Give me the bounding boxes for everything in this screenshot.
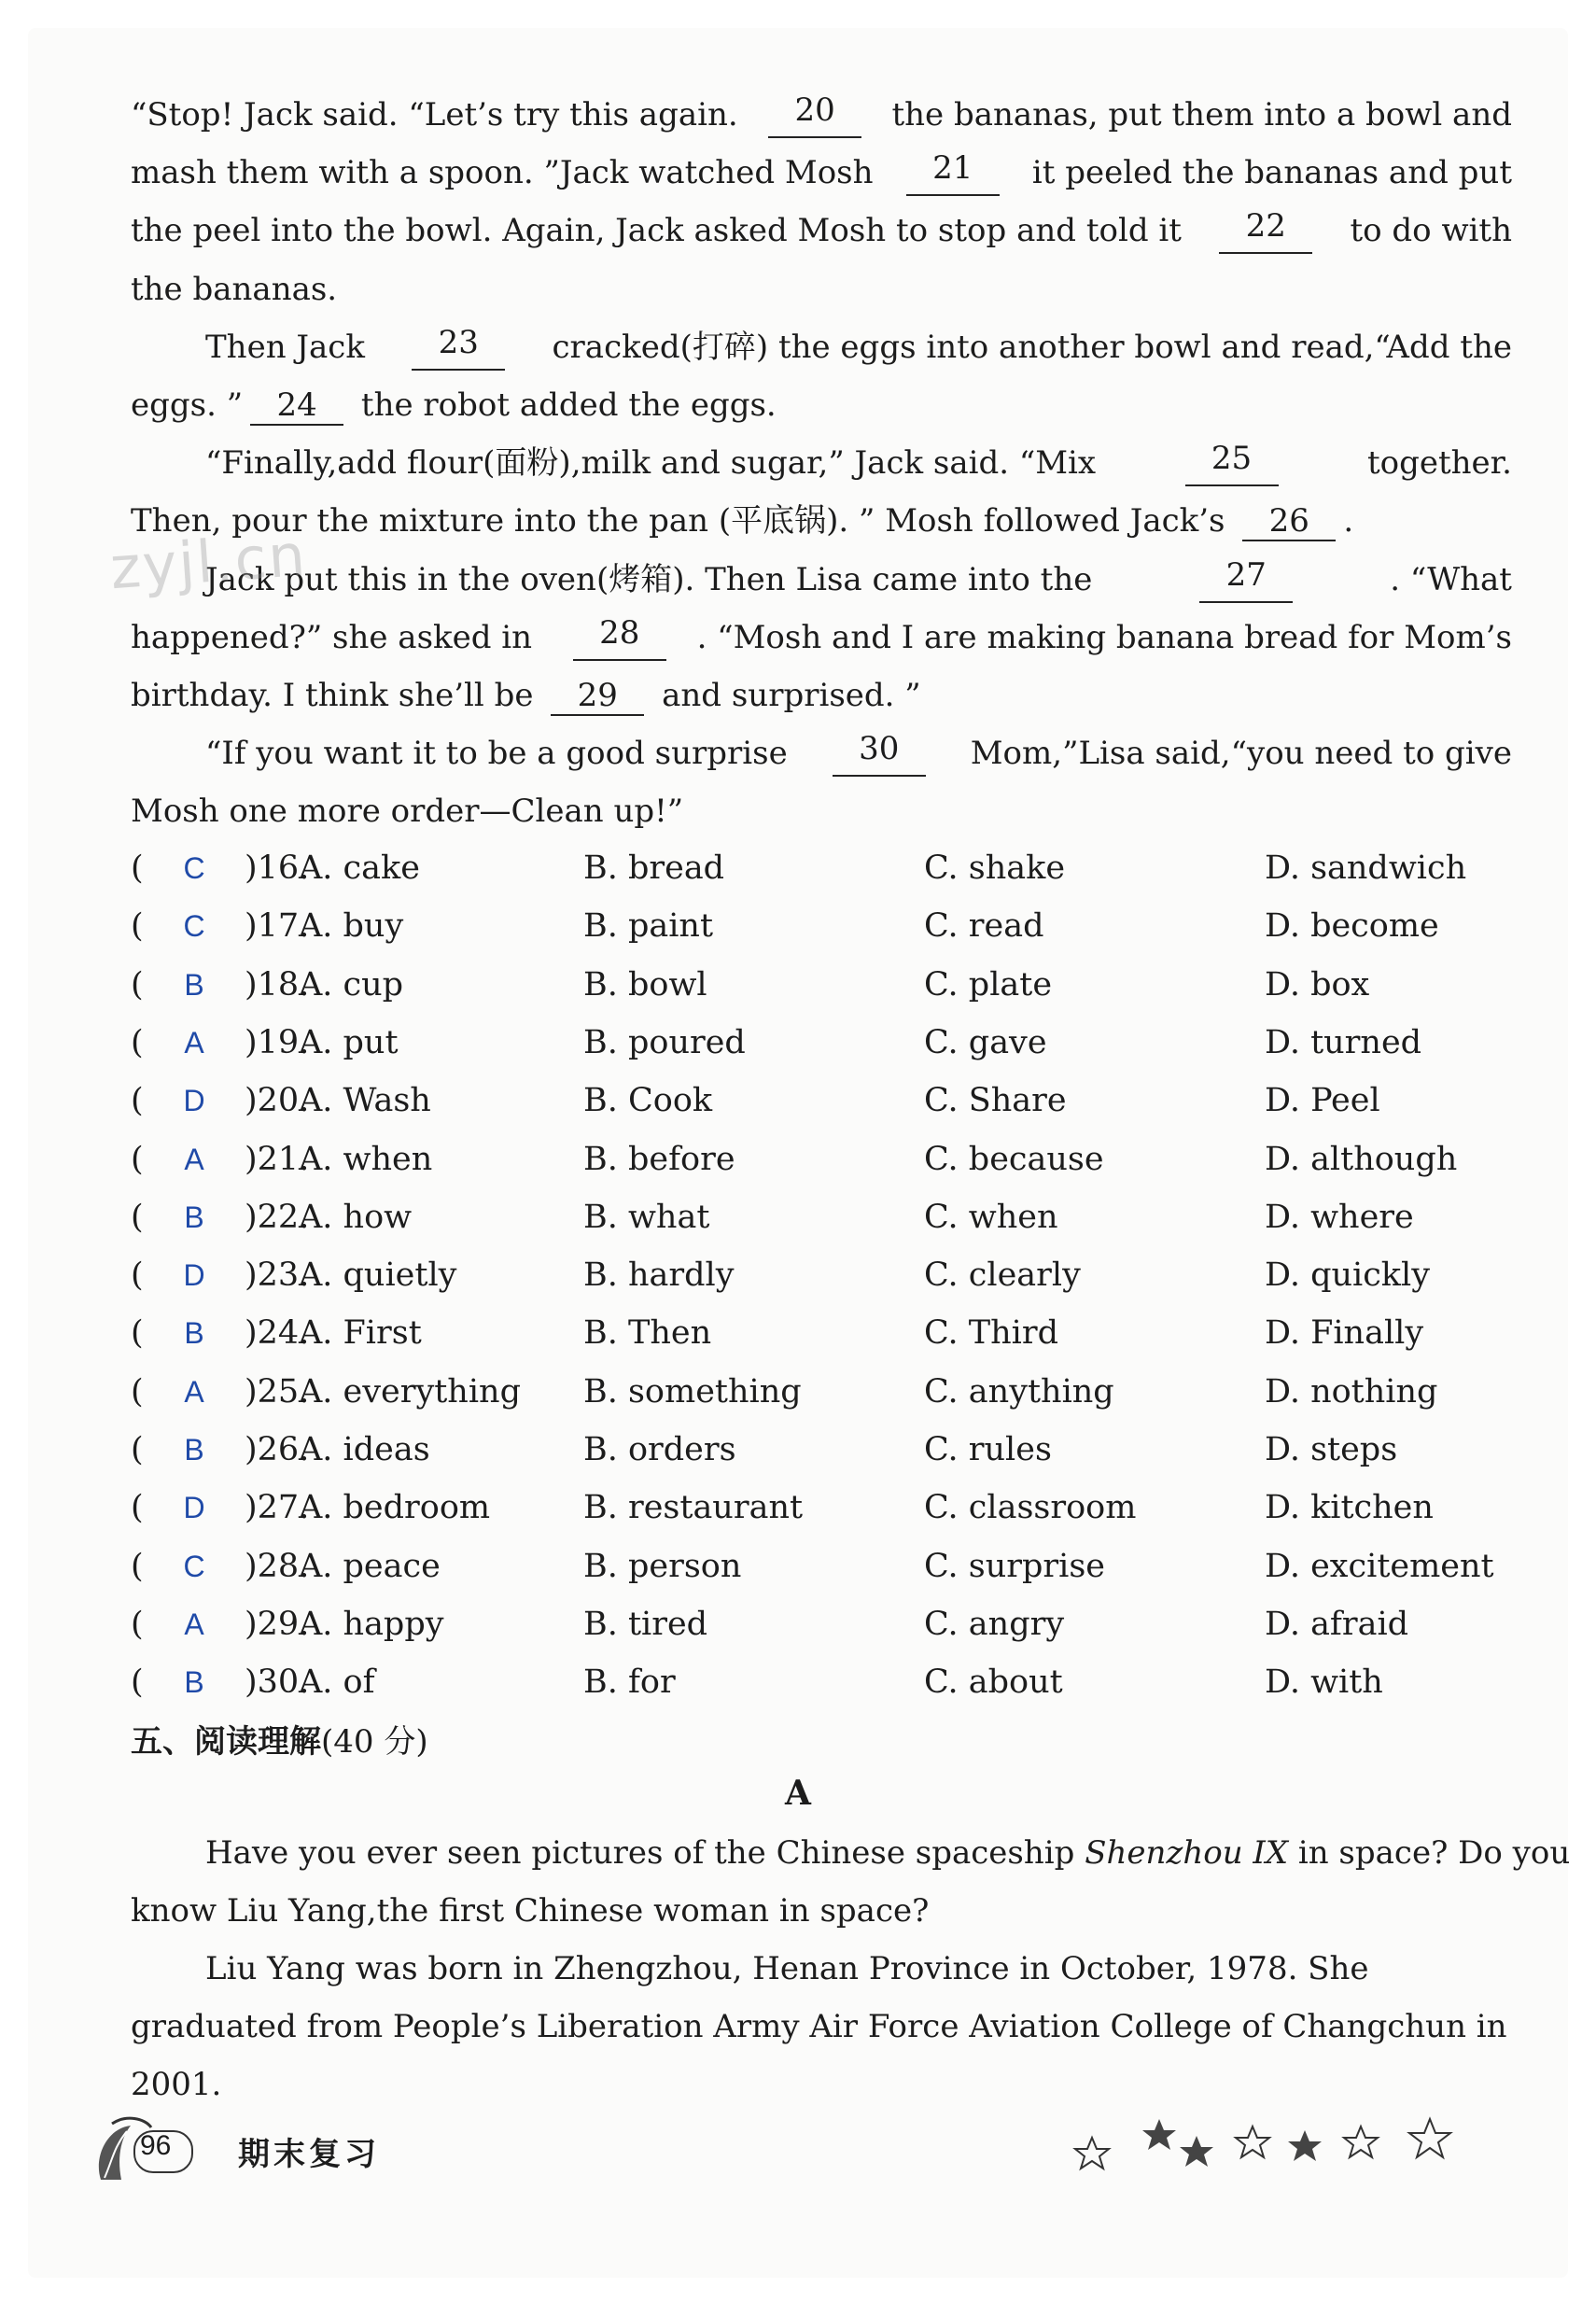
answer-letter: B <box>184 1433 204 1467</box>
option-b: B. paint <box>583 907 714 946</box>
option-a: A. everything <box>299 1372 521 1411</box>
paren-open: ( <box>131 1431 144 1468</box>
option-c: C. Third <box>924 1314 1058 1353</box>
option-d: D. with <box>1265 1663 1383 1702</box>
text-line <box>131 149 1512 196</box>
paren-open: ( <box>131 965 144 1004</box>
question-row <box>131 1252 1512 1298</box>
answer-letter: D <box>183 1491 205 1525</box>
text-run: and surprised. ” <box>651 677 921 714</box>
option-d: D. nothing <box>1265 1372 1438 1411</box>
option-b: B. something <box>583 1372 802 1411</box>
question-row <box>131 1601 1512 1648</box>
answer-letter: B <box>184 967 204 1002</box>
paren-open: ( <box>131 1082 144 1120</box>
text-line <box>131 730 1512 777</box>
question-number: )29. <box>245 1605 310 1643</box>
question-number: )16. <box>245 849 310 887</box>
text-line <box>131 382 1512 428</box>
paren-open: ( <box>131 1663 144 1702</box>
text-run: Then Jack <box>205 328 375 366</box>
option-a: A. cake <box>299 849 420 887</box>
option-c: C. surprise <box>924 1547 1106 1585</box>
option-d: D. kitchen <box>1265 1489 1434 1527</box>
text-run: . <box>1343 502 1354 540</box>
option-a: A. ideas <box>299 1431 430 1468</box>
text-run: the bananas, put them into a bowl and <box>881 96 1512 133</box>
italic-term: Shenzhou IX <box>1085 1834 1289 1872</box>
question-row <box>131 1543 1512 1590</box>
text-run: . “What <box>1390 560 1512 598</box>
cloze-blank: 23 <box>412 324 505 371</box>
answer-letter: C <box>183 851 205 885</box>
cloze-blank: 27 <box>1199 556 1293 603</box>
text-run: . “Mosh and I are making banana bread for Mom’s <box>696 618 1512 656</box>
question-row <box>131 845 1512 891</box>
paren-open: ( <box>131 1140 144 1178</box>
watermark: zyjl.cn <box>107 520 310 603</box>
cloze-blank: 28 <box>573 614 666 661</box>
option-b: B. for <box>583 1663 676 1702</box>
text-line <box>131 1888 1512 1934</box>
option-d: D. sandwich <box>1265 849 1467 887</box>
option-d: D. afraid <box>1265 1605 1409 1643</box>
option-c: C. read <box>924 907 1044 946</box>
paren-open: ( <box>131 907 144 946</box>
paren-open: ( <box>131 1372 144 1411</box>
option-d: D. where <box>1265 1198 1414 1236</box>
question-number: )26. <box>245 1431 310 1468</box>
text-line <box>131 440 1512 486</box>
cloze-blank: 30 <box>833 730 926 777</box>
answer-letter: B <box>184 1200 204 1234</box>
question-row <box>131 903 1512 949</box>
text-line <box>131 2061 1512 2108</box>
text-run: the bananas. <box>131 270 338 308</box>
question-row <box>131 1077 1512 1124</box>
paren-open: ( <box>131 1023 144 1061</box>
question-row <box>131 1426 1512 1473</box>
paren-open: ( <box>131 1547 144 1585</box>
text-run: Jack put this in the oven(烤箱). Then Lisa came into the <box>205 560 1103 598</box>
question-number: )23. <box>245 1256 310 1295</box>
option-d: D. steps <box>1265 1431 1398 1468</box>
paren-open: ( <box>131 849 144 887</box>
option-c: C. plate <box>924 965 1053 1004</box>
text-run: mash them with a spoon. ”Jack watched Mosh <box>131 154 884 192</box>
text-line <box>131 788 1512 835</box>
text-run: the peel into the bowl. Again, Jack asked Mosh to stop and told it <box>131 212 1192 250</box>
question-number: )21. <box>245 1140 310 1178</box>
option-c: C. rules <box>924 1431 1052 1468</box>
option-c: C. Share <box>924 1082 1067 1120</box>
text-run: Mosh one more order—Clean up!” <box>131 793 684 831</box>
option-c: C. classroom <box>924 1489 1137 1527</box>
answer-letter: B <box>184 1316 204 1351</box>
option-a: A. cup <box>299 965 404 1004</box>
option-a: A. First <box>299 1314 422 1353</box>
star-outline-icon <box>1075 2138 1109 2169</box>
option-a: A. how <box>299 1198 413 1236</box>
text-line <box>131 2003 1512 2050</box>
text-line <box>131 207 1512 254</box>
question-row <box>131 1136 1512 1183</box>
option-c: C. angry <box>924 1605 1065 1643</box>
text-run: birthday. I think she’ll be <box>131 677 544 714</box>
option-a: A. bedroom <box>299 1489 491 1527</box>
question-number: )30. <box>245 1663 310 1702</box>
star-filled-icon <box>1180 2136 1213 2167</box>
cloze-blank: 22 <box>1219 207 1312 254</box>
option-c: C. anything <box>924 1372 1114 1411</box>
answer-letter: A <box>184 1142 204 1176</box>
cloze-blank: 29 <box>551 677 644 716</box>
text-line <box>131 91 1512 138</box>
option-d: D. box <box>1265 965 1370 1004</box>
option-a: A. happy <box>299 1605 444 1643</box>
text-run: know Liu Yang,the first Chinese woman in space? <box>131 1892 930 1930</box>
star-rating-decoration-icon <box>1064 2110 1512 2184</box>
star-outline-icon <box>1236 2127 1269 2157</box>
question-number: )18. <box>245 965 310 1004</box>
cloze-blank: 20 <box>768 91 861 138</box>
question-row <box>131 1369 1512 1415</box>
text-run: graduated from People’s Liberation Army Air Force Aviation College of Changchun in <box>131 2008 1507 2045</box>
question-number: )28. <box>245 1547 310 1585</box>
section-title <box>131 1716 428 1762</box>
text-run: in space? Do you <box>1288 1834 1571 1872</box>
question-row <box>131 1194 1512 1241</box>
text-line <box>131 498 1512 544</box>
option-a: A. Wash <box>299 1082 431 1120</box>
option-b: B. bread <box>583 849 725 887</box>
option-d: D. become <box>1265 907 1439 946</box>
option-b: B. tired <box>583 1605 708 1643</box>
text-run: Mom,”Lisa said,“you need to give <box>959 735 1512 773</box>
answer-letter: D <box>183 1258 205 1293</box>
answer-letter: D <box>183 1084 205 1118</box>
cloze-blank: 25 <box>1185 440 1279 486</box>
text-run: 2001. <box>131 2066 222 2103</box>
text-run: Have you ever seen pictures of the Chinese spaceship <box>205 1834 1085 1872</box>
option-c: C. shake <box>924 849 1066 887</box>
cloze-blank: 21 <box>906 149 1000 196</box>
text-run: “If you want it to be a good surprise <box>205 735 798 773</box>
option-c: C. when <box>924 1198 1058 1236</box>
paren-open: ( <box>131 1314 144 1353</box>
question-number: )19. <box>245 1023 310 1061</box>
option-d: D. although <box>1265 1140 1458 1178</box>
text-run: to do with <box>1339 212 1512 250</box>
option-b: B. what <box>583 1198 710 1236</box>
option-a: A. of <box>299 1663 375 1702</box>
option-a: A. put <box>299 1023 399 1061</box>
text-run: it peeled the bananas and put <box>1022 154 1512 192</box>
option-b: B. hardly <box>583 1256 735 1295</box>
option-a: A. buy <box>299 907 404 946</box>
option-b: B. before <box>583 1140 735 1178</box>
text-run: “Stop! Jack said. “Let’s try this again. <box>131 96 749 133</box>
text-line <box>131 556 1512 603</box>
option-b: B. Then <box>583 1314 712 1353</box>
section-score: (40 分) <box>321 1723 428 1761</box>
question-number: )20. <box>245 1082 310 1120</box>
option-d: D. quickly <box>1265 1256 1430 1295</box>
section-title-text: 五、阅读理解 <box>131 1723 321 1761</box>
question-row <box>131 1484 1512 1531</box>
star-outline-icon <box>1344 2127 1378 2157</box>
text-run: “Finally,add flour(面粉),milk and sugar,” Jack said. “Mix <box>205 444 1106 483</box>
text-run: Then, pour the mixture into the pan (平底锅). ” Mosh followed Jack’s <box>131 502 1236 540</box>
footer-title: 期末复习 <box>238 2136 380 2173</box>
option-b: B. Cook <box>583 1082 713 1120</box>
option-d: D. Peel <box>1265 1082 1380 1120</box>
option-b: B. restaurant <box>583 1489 804 1527</box>
option-b: B. person <box>583 1547 742 1585</box>
answer-letter: A <box>184 1025 204 1060</box>
question-number: )17. <box>245 907 310 946</box>
paren-open: ( <box>131 1489 144 1527</box>
question-row <box>131 962 1512 1008</box>
question-row <box>131 1659 1512 1705</box>
question-number: )27. <box>245 1489 310 1527</box>
answer-letter: A <box>184 1607 204 1641</box>
paren-open: ( <box>131 1256 144 1295</box>
text-line <box>131 1830 1571 1876</box>
page-number: 96 <box>140 2130 172 2161</box>
option-c: C. clearly <box>924 1256 1081 1295</box>
text-line <box>131 266 1512 313</box>
option-b: B. bowl <box>583 965 707 1004</box>
option-d: D. excitement <box>1265 1547 1494 1585</box>
answer-letter: A <box>184 1374 204 1409</box>
answer-letter: C <box>183 909 205 944</box>
paren-open: ( <box>131 1605 144 1643</box>
text-line <box>131 324 1512 371</box>
text-line <box>131 672 1512 719</box>
star-outline-icon <box>1409 2119 1450 2157</box>
passage-label: A <box>785 1774 811 1813</box>
option-a: A. peace <box>299 1547 441 1585</box>
text-run: the robot added the eggs. <box>351 386 777 424</box>
text-run: happened?” she asked in <box>131 618 542 656</box>
cloze-blank: 26 <box>1242 502 1336 541</box>
option-b: B. poured <box>583 1023 746 1061</box>
option-d: D. Finally <box>1265 1314 1424 1353</box>
text-run: cracked(打碎) the eggs into another bowl and read,“Add the <box>541 328 1512 366</box>
question-number: )22. <box>245 1198 310 1236</box>
answer-letter: C <box>183 1549 205 1583</box>
star-filled-icon <box>1288 2130 1322 2161</box>
question-row <box>131 1019 1512 1066</box>
answer-letter: B <box>184 1665 204 1700</box>
option-c: C. because <box>924 1140 1104 1178</box>
option-d: D. turned <box>1265 1023 1422 1061</box>
option-c: C. about <box>924 1663 1063 1702</box>
option-b: B. orders <box>583 1431 736 1468</box>
star-filled-icon <box>1142 2119 1176 2150</box>
option-a: A. when <box>299 1140 433 1178</box>
option-a: A. quietly <box>299 1256 457 1295</box>
text-run: together. <box>1357 444 1512 483</box>
question-number: )24. <box>245 1314 310 1353</box>
text-line <box>131 1945 1512 1992</box>
cloze-blank: 24 <box>250 386 343 426</box>
text-line <box>131 614 1512 661</box>
text-run: eggs. ” <box>131 386 244 424</box>
paren-open: ( <box>131 1198 144 1236</box>
question-number: )25. <box>245 1372 310 1411</box>
question-row <box>131 1310 1512 1356</box>
text-run: Liu Yang was born in Zhengzhou, Henan Province in October, 1978. She <box>205 1950 1369 1987</box>
option-c: C. gave <box>924 1023 1047 1061</box>
